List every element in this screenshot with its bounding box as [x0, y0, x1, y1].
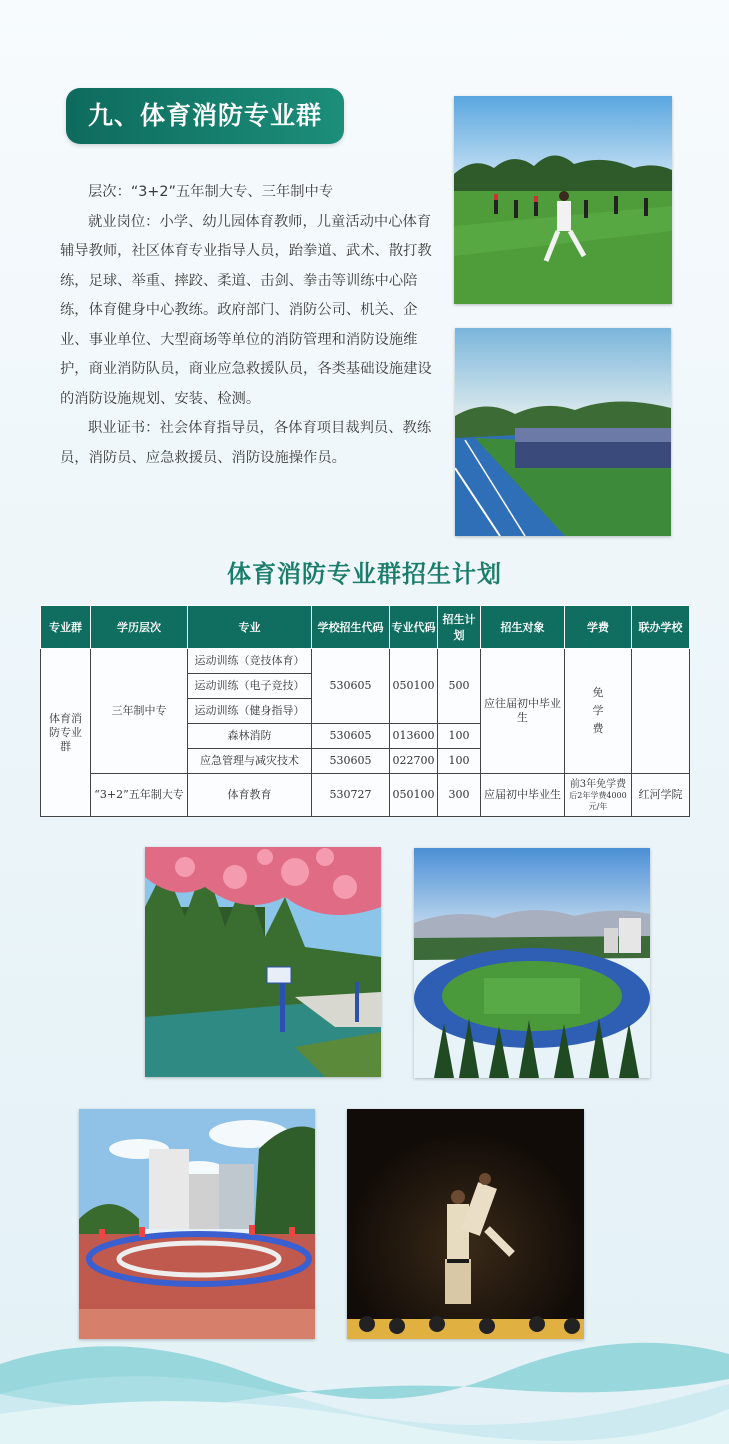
cell-major: 运动训练（电子竞技） [188, 674, 312, 699]
cell-school-code: 530605 [312, 749, 390, 774]
th-target: 招生对象 [481, 606, 565, 649]
photo-track-exercise [454, 96, 672, 304]
th-plan: 招生计划 [438, 606, 481, 649]
cell-major-code: 050100 [390, 774, 438, 817]
table-row [41, 774, 690, 817]
cell-major: 运动训练（竞技体育） [188, 649, 312, 674]
intro-jobs: 就业岗位：小学、幼儿园体育教师，儿童活动中心体育辅导教师，社区体育专业指导人员，跆拳道、武术、散打教练，足球、举重、摔跤、柔道、击剑、拳击等训练中心陪练，体育健身中心教练。政府部门、消防公司、机关、企业、事业单位、大型商场等单位的消防管理和消防设施维护，商业消防队员，商业应急救援队员，各类基础设施建设的消防设施规划、安装、检测。 [60, 213, 432, 407]
decorative-wave [0, 1304, 729, 1444]
cell-school-code: 530727 [312, 774, 390, 817]
cell-major: 运动训练（健身指导） [188, 699, 312, 724]
cell-plan: 500 [438, 649, 481, 724]
cell-fee-free [565, 649, 632, 774]
cell-school-code: 530605 [312, 724, 390, 749]
cell-plan: 300 [438, 774, 481, 817]
table-title: 体育消防专业群招生计划 [227, 559, 502, 588]
cell-plan: 100 [438, 749, 481, 774]
intro-text [60, 178, 432, 473]
th-group: 专业群 [41, 606, 91, 649]
table-row [41, 649, 690, 674]
fee-free-text: 免学费 [592, 686, 604, 735]
cell-partner: 红河学院 [632, 774, 690, 817]
fee-line1: 前3年免学费 [569, 778, 627, 790]
enrollment-plan-table [40, 605, 690, 817]
cell-plan: 100 [438, 724, 481, 749]
cell-target: 应届初中毕业生 [481, 774, 565, 817]
cell-fee-dazhuan [565, 774, 632, 817]
cell-major: 森林消防 [188, 724, 312, 749]
cell-major-code: 050100 [390, 649, 438, 724]
photo-stadium [414, 848, 650, 1078]
section-title: 九、体育消防专业群 [66, 88, 344, 144]
cell-level-zhongzhuan: 三年制中专 [91, 649, 188, 774]
th-major-code: 专业代码 [390, 606, 438, 649]
cell-major: 体育教育 [188, 774, 312, 817]
cell-major-code: 013600 [390, 724, 438, 749]
cell-target: 应往届初中毕业生 [481, 649, 565, 774]
th-fee: 学费 [565, 606, 632, 649]
cell-level-dazhuan: “3+2”五年制大专 [91, 774, 188, 817]
th-school-code: 学校招生代码 [312, 606, 390, 649]
cell-major: 应急管理与减灾技术 [188, 749, 312, 774]
photo-basketball-court [145, 847, 381, 1077]
table-header-row [41, 606, 690, 649]
th-partner: 联办学校 [632, 606, 690, 649]
cell-partner-empty [632, 649, 690, 774]
intro-level: 层次：“3+2”五年制大专、三年制中专 [88, 184, 334, 200]
fee-line2: 后2年学费4000元/年 [569, 790, 627, 811]
th-major: 专业 [188, 606, 312, 649]
cell-major-code: 022700 [390, 749, 438, 774]
th-level: 学历层次 [91, 606, 188, 649]
cell-group: 体育消防专业群 [41, 649, 91, 817]
cell-school-code: 530605 [312, 649, 390, 724]
photo-track-crowd [455, 328, 671, 536]
intro-certs: 职业证书：社会体育指导员，各体育项目裁判员、教练员，消防员、应急救援员、消防设施操作员。 [60, 420, 432, 466]
